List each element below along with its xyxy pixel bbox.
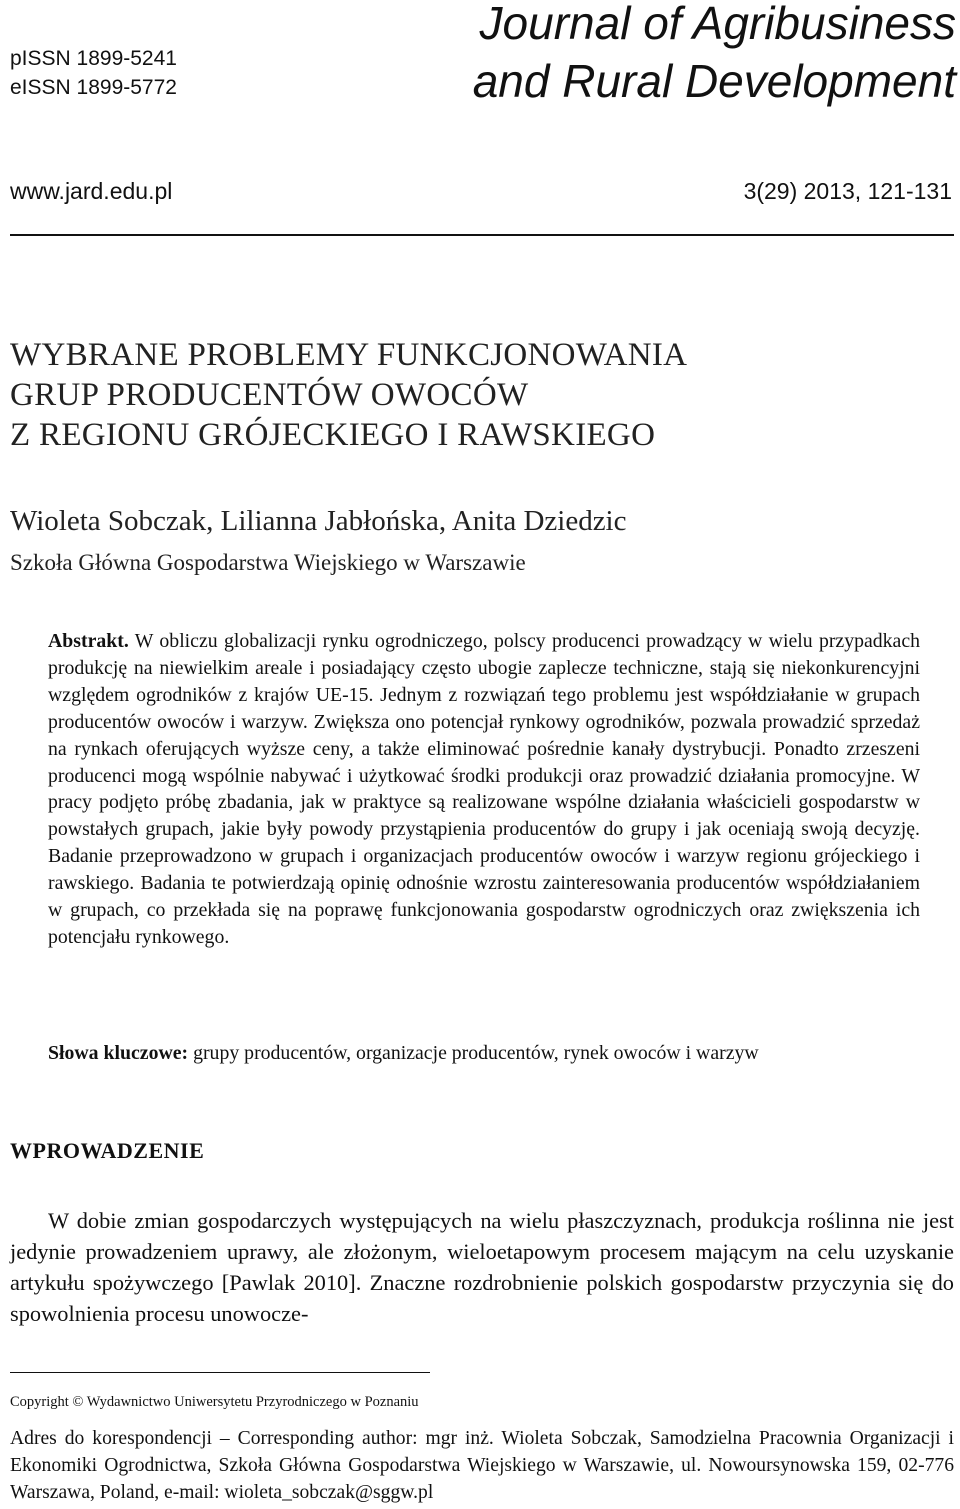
journal-website: www.jard.edu.pl [10, 178, 173, 204]
issn-block [10, 44, 177, 102]
abstract-label: Abstrakt. [48, 630, 129, 652]
abstract [48, 628, 920, 951]
journal-title-line-2: and Rural Development [472, 55, 956, 107]
keywords-label: Słowa kluczowe: [48, 1042, 189, 1064]
journal-title [473, 0, 956, 110]
author-affiliation: Szkoła Główna Gospodarstwa Wiejskiego w Warszawie [10, 550, 526, 575]
eissn: eISSN 1899-5772 [10, 76, 177, 99]
header-divider [10, 234, 954, 236]
journal-title-line-1: Journal of Agribusiness [479, 0, 956, 49]
pissn: pISSN 1899-5241 [10, 47, 177, 70]
keywords-text: grupy producentów, organizacje producentów, rynek owoców i warzyw [193, 1042, 759, 1064]
copyright-note: Copyright © Wydawnictwo Uniwersytetu Przyrodniczego w Poznaniu [10, 1394, 419, 1410]
issue-and-pages: 3(29) 2013, 121-131 [743, 178, 952, 204]
article-authors: Wioleta Sobczak, Lilianna Jabłońska, Anita Dziedzic [10, 505, 627, 537]
article-title [10, 335, 687, 455]
introduction-paragraph: W dobie zmian gospodarczych występujących na wielu płaszczyznach, produkcja roślinna nie jest jedynie prowadzeniem uprawy, ale złożonym, wieloetapowym procesem mającym na celu uzyskanie artykułu spożywczego [Pawlak 2010]. Znaczne rozdrobnienie polskich gospodarstw przyczynia się do spowolnienia procesu unowocze- [10, 1208, 954, 1326]
abstract-text: W obliczu globalizacji rynku ogrodniczego, polscy producenci prowadzący w wielu przypadkach produkcję na niewielkim areale i posiadający często ubogie zaplecze techniczne, stają się niekonkurencyjni względem ogrodników z krajów UE-15. Jednym z rozwiązań tego problemu jest współdziałanie w grupach producentów owoców i warzyw. Zwiększa ono potencjał rynkowy ogrodników, pozwala prowadzić sprzedaż na rynkach oferujących wyższe ceny, a także eliminować pośrednie kanały dystrybucji. Ponadto zrzeszeni producenci mogą wspólnie nabywać i użytkować środki produkcji oraz prowadzić działania promocyjne. W pracy podjęto próbę zbadania, jak w praktyce są realizowane wspólne działania właścicieli gospodarstw w powstałych grupach, jakie były powody przystąpienia producentów do grupy i jak oceniają swoją decyzję. Badanie przeprowadzono w grupach i organizacjach producentów owoców i warzyw regionu grójeckiego i rawskiego. Badania te potwierdzają opinię odnośnie wzrostu zainteresowania producentów współdziałaniem w grupach, co przekłada się na poprawę funkcjonowania gospodarstw ogrodniczych oraz zwiększenia ich potencjału rynkowego. [48, 630, 921, 948]
keywords [48, 1040, 920, 1067]
article-title-line: Z REGIONU GRÓJECKIEGO I RAWSKIEGO [10, 417, 656, 453]
section-heading-introduction: WPROWADZENIE [10, 1138, 205, 1163]
article-title-line: GRUP PRODUCENTÓW OWOCÓW [10, 377, 529, 413]
footnote-divider [10, 1372, 430, 1373]
correspondence-note: Adres do korespondencji – Corresponding author: mgr inż. Wioleta Sobczak, Samodzielna Pracownia Organizacji i Ekonomiki Ogrodnictwa, Szkoła Główna Gospodarstwa Wiejskiego w Warszawie, ul. Nowoursynowska 159, 02-776 Warszawa, Poland, e-mail: wioleta_sobczak@sggw.pl [10, 1428, 954, 1503]
article-title-line: WYBRANE PROBLEMY FUNKCJONOWANIA [10, 337, 688, 373]
